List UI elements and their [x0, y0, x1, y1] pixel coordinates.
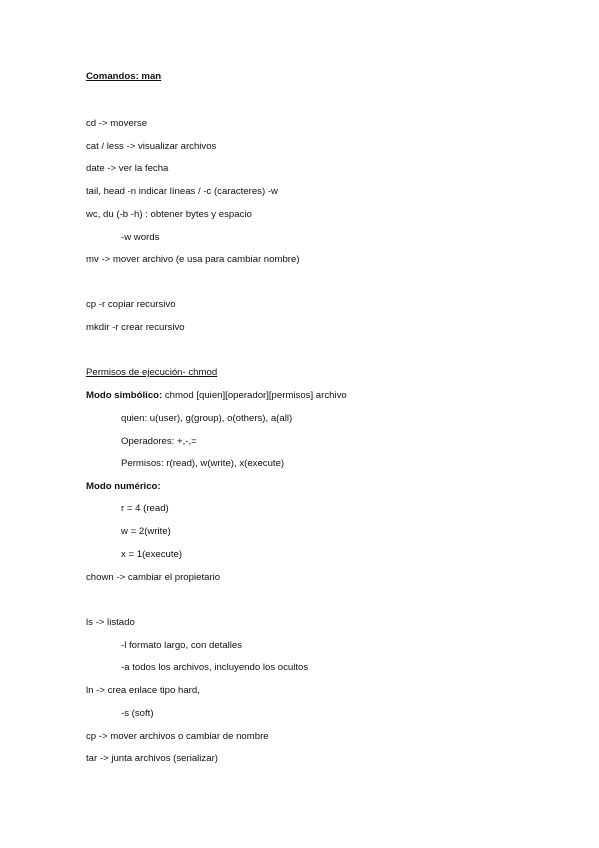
line-cp-mv: cp -> mover archivos o cambiar de nombre	[86, 731, 269, 742]
line-wc-words: -w words	[121, 232, 160, 243]
modo-simbolico-label: Modo simbólico:	[86, 390, 163, 401]
modo-numerico-label: Modo numérico:	[86, 481, 161, 492]
line-cat: cat / less -> visualizar archivos	[86, 141, 217, 152]
line-tail: tail, head -n indicar líneas / -c (caracteres) -w	[86, 186, 278, 197]
line-modo-simbolico	[86, 390, 347, 402]
line-tar: tar -> junta archivos (serializar)	[86, 753, 218, 764]
doc-title: Comandos: man	[86, 71, 162, 82]
line-ls-l: -l formato largo, con detalles	[121, 640, 243, 651]
line-date: date -> ver la fecha	[86, 163, 169, 174]
line-mv: mv -> mover archivo (e usa para cambiar nombre)	[86, 254, 300, 265]
line-r4: r = 4 (read)	[121, 503, 169, 514]
line-ln-s: -s (soft)	[121, 708, 154, 719]
permisos-heading: Permisos de ejecución- chmod	[86, 367, 218, 378]
line-w2: w = 2(write)	[121, 526, 171, 537]
line-cp-r: cp -r copiar recursivo	[86, 299, 176, 310]
line-ls: ls -> listado	[86, 617, 135, 628]
line-x1: x = 1(execute)	[121, 549, 183, 560]
line-cd: cd -> moverse	[86, 118, 148, 129]
modo-simbolico-text: chmod [quien][operador][permisos] archivo	[162, 390, 347, 401]
line-mkdir: mkdir -r crear recursivo	[86, 322, 185, 333]
line-ln: ln -> crea enlace tipo hard,	[86, 685, 200, 696]
line-operadores: Operadores: +,-,=	[121, 436, 197, 447]
line-quien: quien: u(user), g(group), o(others), a(all)	[121, 413, 293, 424]
line-chown: chown -> cambiar el propietario	[86, 572, 221, 583]
line-permisos: Permisos: r(read), w(write), x(execute)	[121, 458, 285, 469]
line-ls-a: -a todos los archivos, incluyendo los ocultos	[121, 662, 309, 673]
line-wc: wc, du (-b -h) : obtener bytes y espacio	[86, 209, 252, 220]
